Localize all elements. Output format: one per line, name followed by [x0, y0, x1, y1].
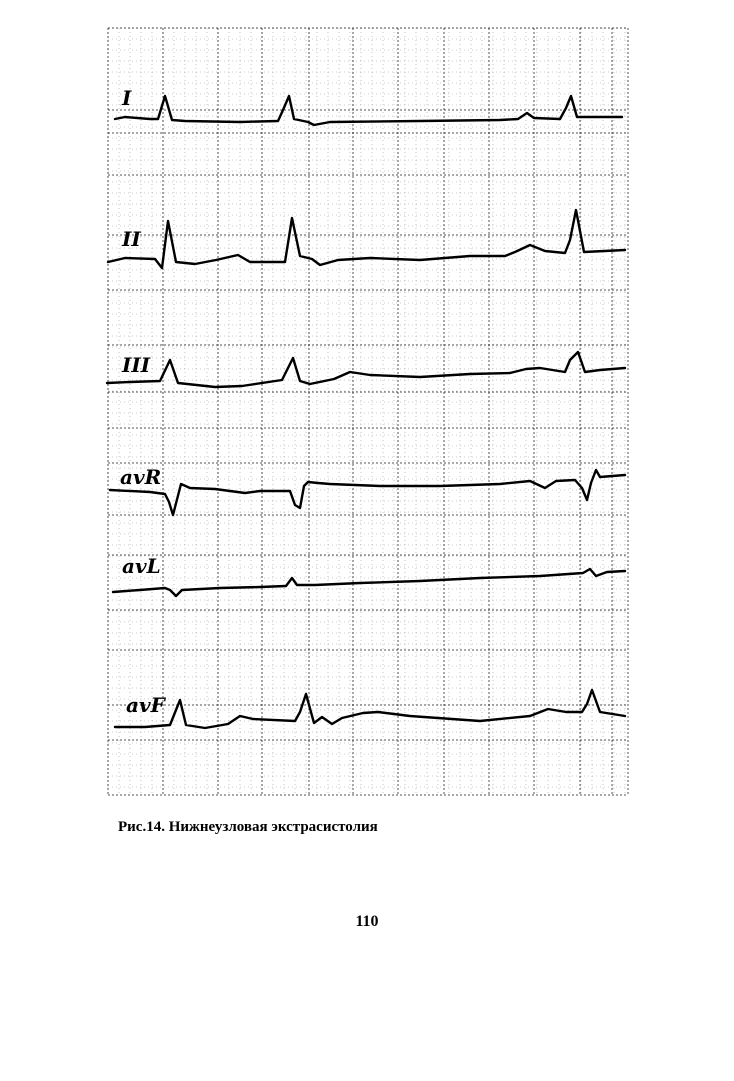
- lead-ii: [108, 210, 625, 268]
- lead-ii-trace: [108, 210, 625, 268]
- page-number: 110: [355, 913, 379, 930]
- lead-avl-trace: [113, 569, 625, 596]
- lead-label-avf: avF: [126, 693, 165, 717]
- lead-avf: [115, 690, 625, 728]
- lead-label-avl: avL: [122, 554, 161, 578]
- lead-i: [115, 86, 622, 125]
- lead-label-iii: III: [122, 353, 151, 377]
- figure-caption: Рис.14. Нижнеузловая экстрасистолия: [118, 819, 378, 835]
- ecg-grid: [108, 28, 628, 795]
- lead-iii-trace: [107, 352, 625, 387]
- lead-label-i: I: [122, 86, 132, 110]
- lead-iii: [107, 352, 625, 387]
- lead-label-avr: avR: [120, 465, 162, 489]
- lead-avf-trace: [115, 690, 625, 728]
- lead-label-ii: II: [122, 227, 141, 251]
